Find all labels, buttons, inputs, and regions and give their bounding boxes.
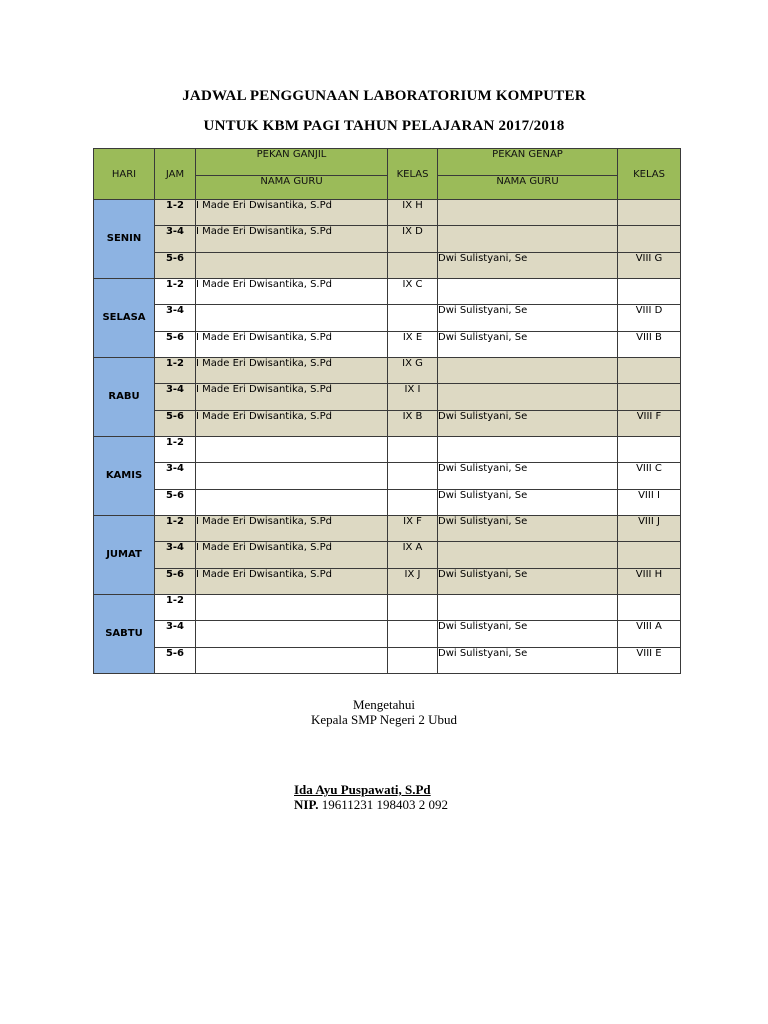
jam-cell: 3-4 — [155, 542, 196, 568]
kelas-genap-cell — [618, 594, 681, 620]
kelas-ganjil-cell: IX F — [388, 515, 438, 541]
table-row — [94, 489, 681, 515]
table-row — [94, 410, 681, 436]
table-row — [94, 621, 681, 647]
header-nama-guru-ganjil: NAMA GURU — [196, 175, 388, 199]
jam-cell: 1-2 — [155, 594, 196, 620]
jam-cell: 3-4 — [155, 226, 196, 252]
kelas-ganjil-cell — [388, 463, 438, 489]
kelas-ganjil-cell — [388, 436, 438, 462]
kelas-genap-cell: VIII D — [618, 305, 681, 331]
table-row — [94, 568, 681, 594]
jam-cell: 1-2 — [155, 278, 196, 304]
kelas-ganjil-cell: IX E — [388, 331, 438, 357]
document-title: JADWAL PENGGUNAAN LABORATORIUM KOMPUTER — [182, 88, 586, 104]
day-cell: SABTU — [94, 594, 155, 673]
guru-ganjil-cell: I Made Eri Dwisantika, S.Pd — [196, 226, 388, 252]
kelas-genap-cell — [618, 357, 681, 383]
guru-ganjil-cell — [196, 252, 388, 278]
day-cell: KAMIS — [94, 436, 155, 515]
signatory-name: Ida Ayu Puspawati, S.Pd — [294, 782, 431, 797]
table-row — [94, 515, 681, 541]
schedule-table — [93, 148, 681, 674]
kelas-genap-cell — [618, 436, 681, 462]
header-hari: HARI — [94, 149, 155, 200]
nip-value: 19611231 198403 2 092 — [318, 797, 448, 812]
guru-genap-cell: Dwi Sulistyani, Se — [438, 647, 618, 673]
table-row — [94, 463, 681, 489]
guru-genap-cell — [438, 357, 618, 383]
jam-cell: 3-4 — [155, 621, 196, 647]
table-row — [94, 357, 681, 383]
table-row — [94, 384, 681, 410]
table-row — [94, 647, 681, 673]
guru-ganjil-cell: I Made Eri Dwisantika, S.Pd — [196, 568, 388, 594]
guru-genap-cell: Dwi Sulistyani, Se — [438, 252, 618, 278]
kelas-genap-cell: VIII A — [618, 621, 681, 647]
kelas-genap-cell: VIII J — [618, 515, 681, 541]
jam-cell: 1-2 — [155, 436, 196, 462]
kelas-genap-cell: VIII H — [618, 568, 681, 594]
kelas-genap-cell: VIII F — [618, 410, 681, 436]
jam-cell: 5-6 — [155, 489, 196, 515]
guru-genap-cell — [438, 226, 618, 252]
guru-genap-cell: Dwi Sulistyani, Se — [438, 331, 618, 357]
kelas-genap-cell — [618, 226, 681, 252]
jam-cell: 3-4 — [155, 463, 196, 489]
principal-title: Kepala SMP Negeri 2 Ubud — [310, 712, 458, 727]
kelas-genap-cell — [618, 384, 681, 410]
jam-cell: 1-2 — [155, 200, 196, 226]
table-row — [94, 278, 681, 304]
guru-ganjil-cell: I Made Eri Dwisantika, S.Pd — [196, 331, 388, 357]
guru-genap-cell — [438, 436, 618, 462]
guru-genap-cell — [438, 200, 618, 226]
header-kelas-ganjil: KELAS — [388, 149, 438, 200]
table-row — [94, 594, 681, 620]
header-jam: JAM — [155, 149, 196, 200]
guru-ganjil-cell: I Made Eri Dwisantika, S.Pd — [196, 542, 388, 568]
kelas-genap-cell: VIII B — [618, 331, 681, 357]
kelas-genap-cell: VIII E — [618, 647, 681, 673]
guru-genap-cell: Dwi Sulistyani, Se — [438, 463, 618, 489]
guru-genap-cell: Dwi Sulistyani, Se — [438, 515, 618, 541]
kelas-ganjil-cell — [388, 647, 438, 673]
jam-cell: 1-2 — [155, 357, 196, 383]
kelas-genap-cell: VIII I — [618, 489, 681, 515]
table-body — [94, 200, 681, 674]
guru-ganjil-cell — [196, 647, 388, 673]
guru-genap-cell: Dwi Sulistyani, Se — [438, 305, 618, 331]
jam-cell: 1-2 — [155, 515, 196, 541]
guru-ganjil-cell: I Made Eri Dwisantika, S.Pd — [196, 384, 388, 410]
guru-ganjil-cell: I Made Eri Dwisantika, S.Pd — [196, 515, 388, 541]
kelas-ganjil-cell: IX H — [388, 200, 438, 226]
table-row — [94, 252, 681, 278]
guru-ganjil-cell — [196, 594, 388, 620]
table-header — [94, 149, 681, 200]
jam-cell: 5-6 — [155, 568, 196, 594]
guru-genap-cell: Dwi Sulistyani, Se — [438, 410, 618, 436]
jam-cell: 3-4 — [155, 384, 196, 410]
guru-ganjil-cell: I Made Eri Dwisantika, S.Pd — [196, 200, 388, 226]
guru-ganjil-cell: I Made Eri Dwisantika, S.Pd — [196, 278, 388, 304]
kelas-ganjil-cell: IX G — [388, 357, 438, 383]
header-pekan-ganjil: PEKAN GANJIL — [196, 149, 388, 176]
signatory-nip — [294, 797, 448, 813]
jam-cell: 3-4 — [155, 305, 196, 331]
kelas-ganjil-cell: IX B — [388, 410, 438, 436]
jam-cell: 5-6 — [155, 331, 196, 357]
header-kelas-genap: KELAS — [618, 149, 681, 200]
table-row — [94, 436, 681, 462]
guru-genap-cell — [438, 384, 618, 410]
kelas-ganjil-cell: IX D — [388, 226, 438, 252]
day-cell: RABU — [94, 357, 155, 436]
guru-ganjil-cell — [196, 621, 388, 647]
jam-cell: 5-6 — [155, 252, 196, 278]
table-row — [94, 200, 681, 226]
table-row — [94, 305, 681, 331]
kelas-ganjil-cell — [388, 252, 438, 278]
document-subtitle: UNTUK KBM PAGI TAHUN PELAJARAN 2017/2018 — [203, 118, 565, 134]
kelas-genap-cell — [618, 200, 681, 226]
guru-ganjil-cell — [196, 463, 388, 489]
guru-genap-cell: Dwi Sulistyani, Se — [438, 489, 618, 515]
guru-genap-cell — [438, 542, 618, 568]
kelas-ganjil-cell — [388, 594, 438, 620]
header-nama-guru-genap: NAMA GURU — [438, 175, 618, 199]
header-pekan-genap: PEKAN GENAP — [438, 149, 618, 176]
guru-ganjil-cell: I Made Eri Dwisantika, S.Pd — [196, 410, 388, 436]
guru-genap-cell — [438, 278, 618, 304]
guru-ganjil-cell — [196, 436, 388, 462]
day-cell: SENIN — [94, 200, 155, 279]
table-row — [94, 331, 681, 357]
kelas-ganjil-cell — [388, 305, 438, 331]
kelas-ganjil-cell: IX A — [388, 542, 438, 568]
kelas-genap-cell: VIII C — [618, 463, 681, 489]
acknowledgement-label: Mengetahui — [352, 697, 416, 712]
guru-genap-cell: Dwi Sulistyani, Se — [438, 621, 618, 647]
guru-genap-cell: Dwi Sulistyani, Se — [438, 568, 618, 594]
kelas-genap-cell: VIII G — [618, 252, 681, 278]
day-cell: JUMAT — [94, 515, 155, 594]
kelas-ganjil-cell: IX C — [388, 278, 438, 304]
table-row — [94, 226, 681, 252]
guru-ganjil-cell — [196, 305, 388, 331]
nip-label: NIP. — [294, 797, 319, 812]
jam-cell: 5-6 — [155, 410, 196, 436]
guru-ganjil-cell: I Made Eri Dwisantika, S.Pd — [196, 357, 388, 383]
kelas-genap-cell — [618, 278, 681, 304]
kelas-ganjil-cell — [388, 621, 438, 647]
kelas-genap-cell — [618, 542, 681, 568]
guru-genap-cell — [438, 594, 618, 620]
guru-ganjil-cell — [196, 489, 388, 515]
jam-cell: 5-6 — [155, 647, 196, 673]
kelas-ganjil-cell: IX I — [388, 384, 438, 410]
kelas-ganjil-cell: IX J — [388, 568, 438, 594]
day-cell: SELASA — [94, 278, 155, 357]
table-row — [94, 542, 681, 568]
kelas-ganjil-cell — [388, 489, 438, 515]
